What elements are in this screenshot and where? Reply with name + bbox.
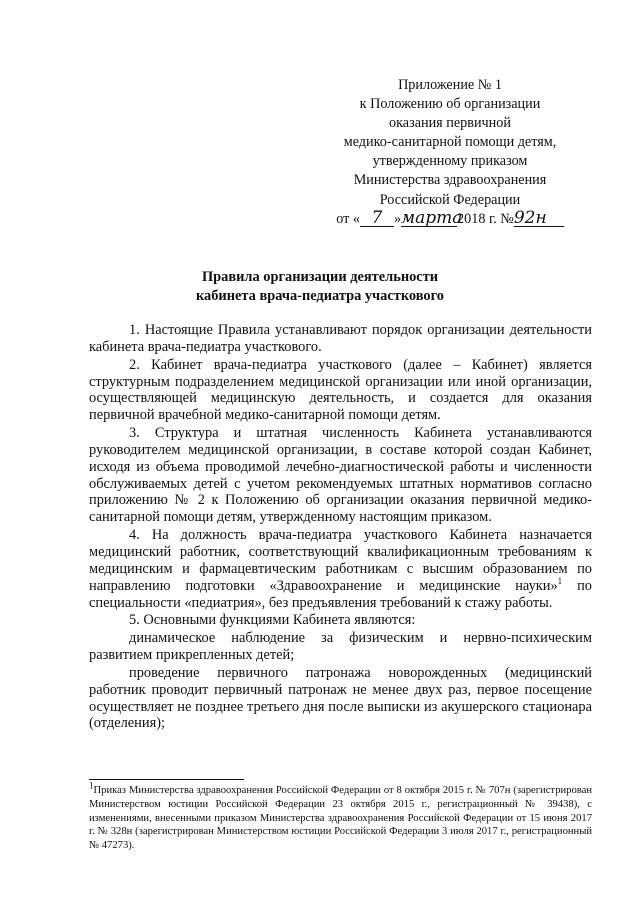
appendix-line: Российской Федерации <box>379 191 521 208</box>
order-date-line <box>300 207 600 229</box>
footnote-text: Приказ Министерства здравоохранения Российской Федерации от 8 октября 2015 г. № 707н (зарегистрирован Министерством юстиции Российской Федерации 23 октября 2015 г., регистрационный № 39438), с изменениями, внесенными приказом Министерства здравоохранения Российской Федерации от 15 июня 2017 г. № 328н (зарегистрирован Министерством юстиции Российской Федерации 3 июля 2017 г., регистрационный № 47273). <box>89 785 592 852</box>
date-year: 2018 г. № <box>457 210 514 227</box>
footnote-reference: 1 <box>557 575 563 586</box>
paragraph-3: 3. Структура и штатная численность Кабинета устанавливаются руководителем медицинской организации, в составе которой создан Кабинет, исходя из объема проводимой лечебно-диагностической работы и численности обслуживаемых детей с учетом рекомендуемых штатных нормативов согласно приложению № 2 к Положению об организации оказания первичной медико-санитарной помощи детям, утвержденному настоящим приказом. <box>89 425 592 526</box>
paragraph-2: 2. Кабинет врача-педиатра участкового (далее – Кабинет) является структурным подразделением медицинской организации или иной организации, осуществляющей медицинскую деятельность, и создается для оказания первичной врачебной медико-санитарной помощи детям. <box>89 356 592 424</box>
appendix-line: медико-санитарной помощи детям, <box>343 134 557 151</box>
appendix-line: Приложение № 1 <box>398 77 502 93</box>
paragraph-4-text: 4. На должность врача-педиатра участкового Кабинета назначается медицинский работник, соответствующий квалификационным требованиям к медицинским и фармацевтическим работникам с высшим образованием по направлению подготовки «Здравоохранение и медицинские науки» <box>89 527 592 594</box>
footnote-divider <box>89 779 244 780</box>
paragraph-4 <box>89 527 592 611</box>
paragraph-5-item-1: динамическое наблюдение за физическим и нервно-психическим развитием прикрепленных детей; <box>89 630 592 664</box>
handwritten-order-number: 92н <box>514 210 564 227</box>
paragraph-1: 1. Настоящие Правила устанавливают порядок организации деятельности кабинета врача-педиатра участкового. <box>89 322 592 355</box>
paragraph-5: 5. Основными функциями Кабинета являются: <box>129 612 416 629</box>
handwritten-day: 7 <box>360 210 394 227</box>
appendix-header <box>300 76 600 229</box>
document-title <box>100 268 540 306</box>
appendix-line: оказания первичной <box>389 115 511 132</box>
date-prefix: от « <box>336 210 360 227</box>
title-line-1: Правила организации деятельности <box>201 269 439 285</box>
appendix-line: утвержденному приказом <box>372 153 528 170</box>
footnote-mark: 1 <box>89 780 94 791</box>
title-line-2: кабинета врача-педиатра участкового <box>195 288 445 304</box>
appendix-line: к Положению об организации <box>359 96 541 113</box>
paragraph-5-item-2: проведение первичного патронажа новорожденных (медицинский работник проводит первичный патронаж не менее двух раз, первое посещение осуществляет не позднее третьего дня после выписки из акушерского стационара (отделения); <box>89 664 592 732</box>
paragraph-4-text-end: по специальности «педиатрия», без предъявления требований к стажу работы. <box>89 577 592 611</box>
appendix-line: Министерства здравоохранения <box>353 172 547 189</box>
handwritten-month: марта <box>401 207 463 228</box>
date-separator: » <box>393 210 402 227</box>
document-body <box>89 322 592 732</box>
footnote <box>89 780 592 853</box>
